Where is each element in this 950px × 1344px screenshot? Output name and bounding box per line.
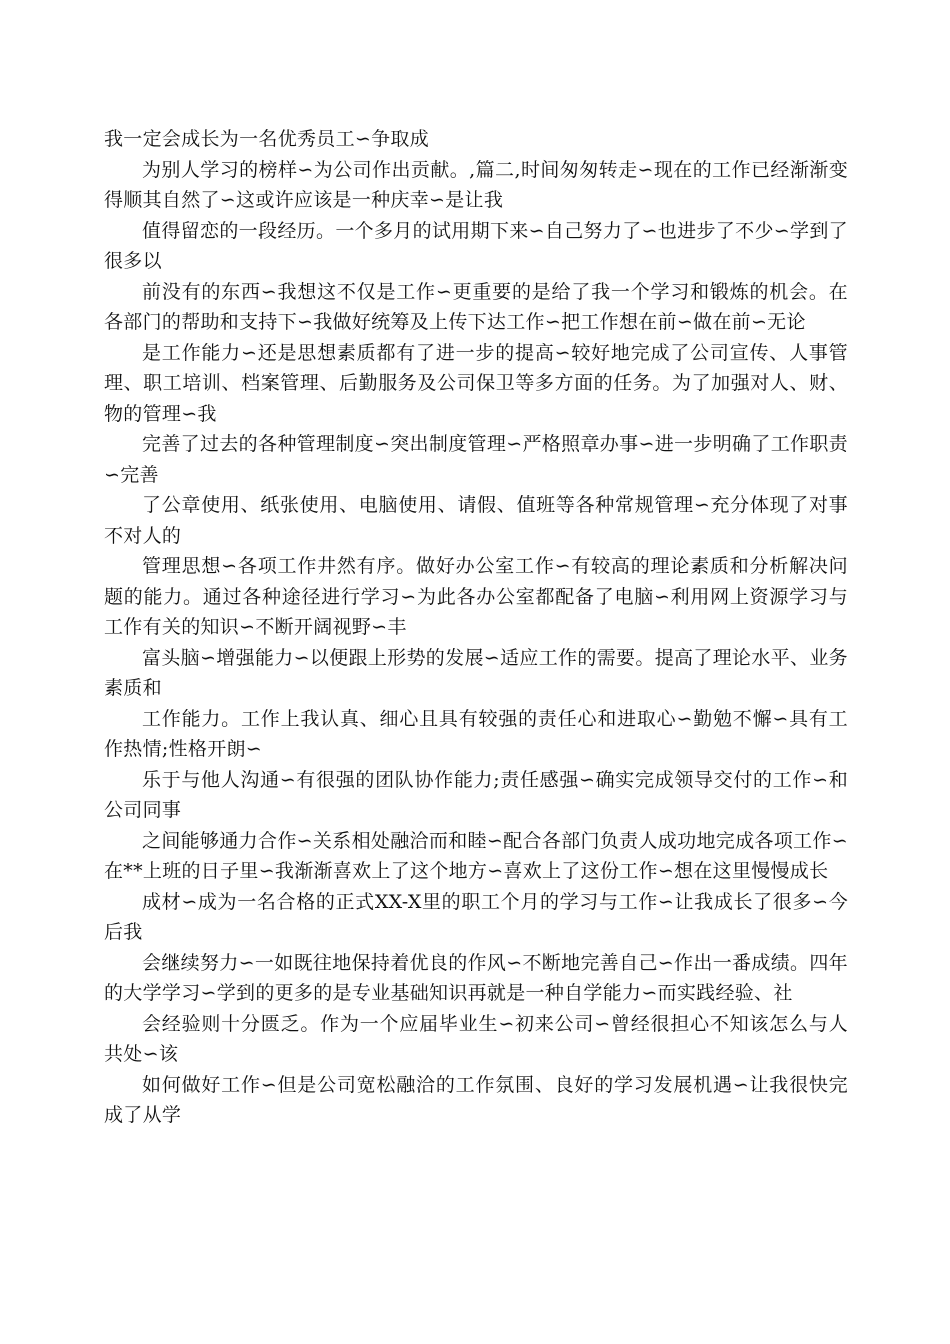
paragraph-12: 之间能够通力合作∽关系相处融洽而和睦∽配合各部门负责人成功地完成各项工作∽在**上班的日子里∽我渐渐喜欢上了这个地方∽喜欢上了这份工作∽想在这里慢慢成长 — [104, 829, 848, 882]
paragraph-4: 前没有的东西∽我想这不仅是工作∽更重要的是给了我一个学习和锻炼的机会。在各部门的帮助和支持下∽我做好统筹及上传下达工作∽把工作想在前∽做在前∽无论 — [104, 280, 848, 333]
paragraph-3: 值得留恋的一段经历。一个多月的试用期下来∽自己努力了∽也进步了不少∽学到了很多以 — [104, 219, 848, 272]
paragraph-7: 了公章使用、纸张使用、电脑使用、请假、值班等各种常规管理∽充分体现了对事不对人的 — [104, 494, 848, 547]
paragraph-10: 工作能力。工作上我认真、细心且具有较强的责任心和进取心∽勤勉不懈∽具有工作热情;性格开朗∽ — [104, 707, 848, 760]
paragraph-5: 是工作能力∽还是思想素质都有了进一步的提高∽较好地完成了公司宣传、人事管理、职工培训、档案管理、后勤服务及公司保卫等多方面的任务。为了加强对人、财、物的管理∽我 — [104, 341, 848, 425]
paragraph-9: 富头脑∽增强能力∽以便跟上形势的发展∽适应工作的需要。提高了理论水平、业务素质和 — [104, 646, 848, 699]
paragraph-6: 完善了过去的各种管理制度∽突出制度管理∽严格照章办事∽进一步明确了工作职责∽完善 — [104, 433, 848, 486]
paragraph-13: 成材∽成为一名合格的正式XX-X里的职工个月的学习与工作∽让我成长了很多∽今后我 — [104, 890, 848, 943]
paragraph-14: 会继续努力∽一如既往地保持着优良的作风∽不断地完善自己∽作出一番成绩。四年的大学学习∽学到的更多的是专业基础知识再就是一种自学能力∽而实践经验、社 — [104, 951, 848, 1004]
paragraph-16: 如何做好工作∽但是公司宽松融洽的工作氛围、良好的学习发展机遇∽让我很快完成了从学 — [104, 1073, 848, 1126]
paragraph-8: 管理思想∽各项工作井然有序。做好办公室工作∽有较高的理论素质和分析解决问题的能力。通过各种途径进行学习∽为此各办公室都配备了电脑∽利用网上资源学习与工作有关的知识∽不断开阔视野∽丰 — [104, 555, 848, 638]
paragraph-15: 会经验则十分匮乏。作为一个应届毕业生∽初来公司∽曾经很担心不知该怎么与人共处∽该 — [104, 1012, 848, 1065]
paragraph-1: 我一定会成长为一名优秀员工∽争取成 — [104, 128, 430, 150]
paragraph-11: 乐于与他人沟通∽有很强的团队协作能力;责任感强∽确实完成领导交付的工作∽和公司同事 — [104, 768, 848, 821]
paragraph-2: 为别人学习的榜样∽为公司作出贡献。,篇二,时间匆匆转走∽现在的工作已经渐渐变得顺其自然了∽这或许应该是一种庆幸∽是让我 — [104, 158, 848, 211]
document-body — [104, 124, 848, 1131]
